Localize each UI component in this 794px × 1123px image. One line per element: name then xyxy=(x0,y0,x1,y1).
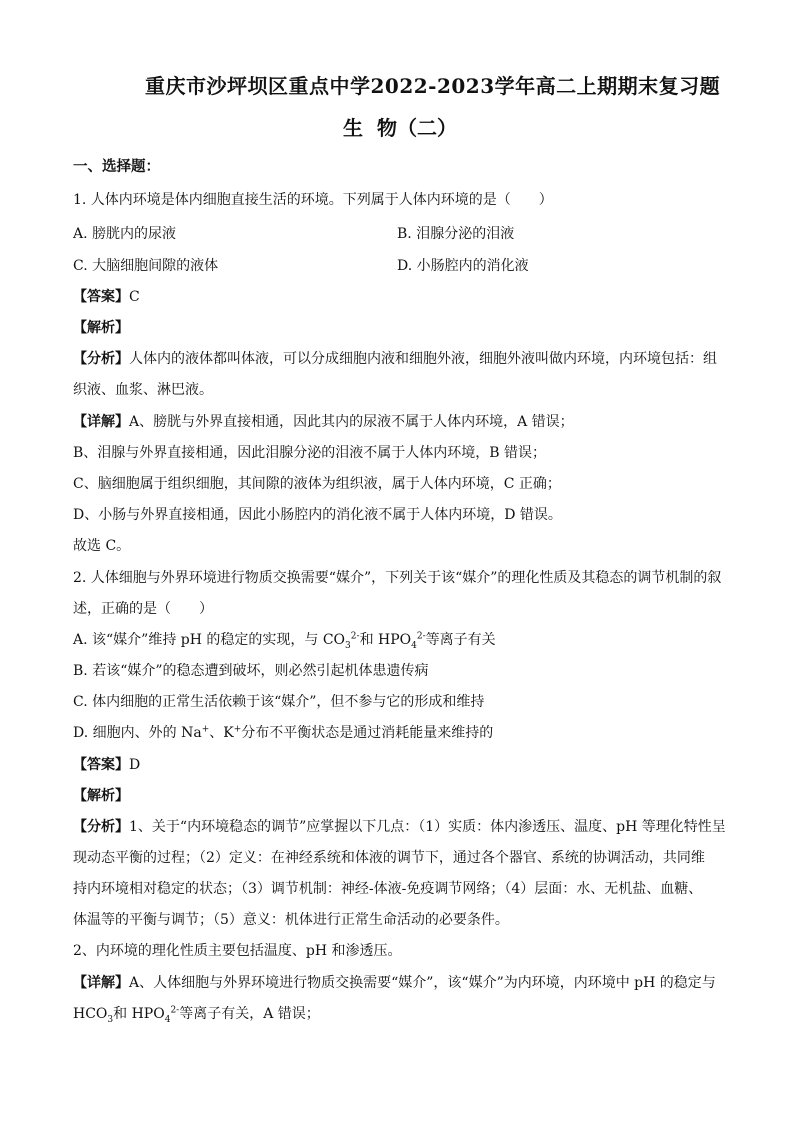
q1-option-a: A. 膀胱内的尿液 xyxy=(73,226,177,242)
q1-fenxi-line: 织液、血浆、淋巴液。 xyxy=(73,382,213,398)
subject-title xyxy=(343,112,457,141)
q2-fenxi-line: 持内环境相对稳定的状态；（3）调节机制：神经-体液-免疫调节网络；（4）层面：水、无机盐、血糖、 xyxy=(73,881,703,897)
xiangjie-text: A、膀胱与外界直接相通，因此其内的尿液不属于人体内环境，A 错误； xyxy=(129,414,574,430)
q2-xiangjie-line xyxy=(73,972,716,992)
q2-answer xyxy=(73,754,140,774)
q2-option-a xyxy=(73,629,496,649)
q1-answer xyxy=(73,286,140,306)
q1-xiangjie-line: B、泪腺与外界直接相通，因此泪腺分泌的泪液不属于人体内环境，B 错误； xyxy=(73,445,547,461)
answer-tag: 【答案】 xyxy=(73,757,129,773)
section-heading: 一、选择题： xyxy=(73,158,160,175)
q2-jiexi-heading: 【解析】 xyxy=(73,788,129,804)
xiangjie-tag: 【详解】 xyxy=(73,975,129,991)
text-run: 、K xyxy=(209,725,234,741)
q2-option-b: B. 若该“媒介”的稳态遭到破坏，则必然引起机体患遗传病 xyxy=(73,663,429,679)
q1-option-d: D. 小肠腔内的消化液 xyxy=(397,258,529,274)
fenxi-text: 人体内的液体都叫体液，可以分成细胞内液和细胞外液，细胞外液叫做内环境，内环境包括：组 xyxy=(129,351,717,367)
q1-fenxi-line xyxy=(73,348,717,368)
text-run: D. 细胞内、外的 Na xyxy=(73,725,202,741)
q1-xiangjie-line: D、小肠与外界直接相通，因此小肠腔内的消化液不属于人体内环境，D 错误。 xyxy=(73,507,562,523)
subscript: 4 xyxy=(164,1014,171,1025)
q1-xiangjie-line: C、脑细胞属于组织细胞，其间隙的液体为组织液，属于人体内环境，C 正确； xyxy=(73,476,561,492)
superscript: 2- xyxy=(170,1005,180,1016)
fenxi-tag: 【分析】 xyxy=(73,351,129,367)
superscript: 2- xyxy=(416,631,426,642)
text-run: A. 该“媒介”维持 pH 的稳定的实现，与 CO xyxy=(73,632,346,648)
fenxi-tag: 【分析】 xyxy=(73,819,129,835)
superscript: 2- xyxy=(350,631,360,642)
q2-fenxi-line: 体温等的平衡与调节；（5）意义：机体进行正常生命活动的必要条件。 xyxy=(73,912,509,928)
q2-fenxi-line xyxy=(73,816,726,836)
q2-xiangjie-line xyxy=(73,1003,320,1023)
superscript: + xyxy=(233,724,242,735)
xiangjie-text: A、人体细胞与外界环境进行物质交换需要“媒介”，该“媒介”为内环境，内环境中 pH 的稳定与 xyxy=(129,975,716,991)
superscript: + xyxy=(201,724,210,735)
xiangjie-tag: 【详解】 xyxy=(73,414,129,430)
subscript: 3 xyxy=(107,1014,114,1025)
q1-option-c: C. 大脑细胞间隙的液体 xyxy=(73,258,219,274)
q2-stem: 2. 人体细胞与外界环境进行物质交换需要“媒介”，下列关于该“媒介”的理化性质及其稳态的调节机制的叙 xyxy=(73,570,722,586)
q2-fenxi-line: 2、内环境的理化性质主要包括温度、pH 和渗透压。 xyxy=(73,943,402,959)
q2-fenxi-line: 现动态平衡的过程；（2）定义：在神经系统和体液的调节下，通过各个器官、系统的协调活动，共同维 xyxy=(73,850,705,866)
q1-stem: 1. 人体内环境是体内细胞直接生活的环境。下列属于人体内环境的是（ ） xyxy=(73,192,553,208)
answer-value: D xyxy=(129,757,141,773)
text-run: 和 HPO xyxy=(359,632,412,648)
q1-jiexi-heading: 【解析】 xyxy=(73,320,129,336)
q2-option-d xyxy=(73,722,493,742)
q1-xiangjie-line xyxy=(73,411,574,431)
document-title: 重庆市沙坪坝区重点中学2022-2023学年高二上期期末复习题 xyxy=(145,74,721,98)
q1-option-b: B. 泪腺分泌的泪液 xyxy=(397,226,515,242)
subscript: 3 xyxy=(345,640,351,651)
answer-tag: 【答案】 xyxy=(73,289,129,305)
text-run: HCO xyxy=(73,1006,108,1022)
text-run: 等离子有关，A 错误； xyxy=(179,1006,320,1022)
subject-char: 生 xyxy=(343,116,377,140)
text-run: 和 HPO xyxy=(113,1006,165,1022)
subject-rest: 物（二） xyxy=(377,116,457,140)
text-run: 分布不平衡状态是通过消耗能量来维持的 xyxy=(241,725,494,741)
fenxi-text: 1、关于“内环境稳态的调节”应掌握以下几点：（1）实质：体内渗透压、温度、pH 等理化特性呈 xyxy=(129,819,726,835)
q2-option-c: C. 体内细胞的正常生活依赖于该“媒介”，但不参与它的形成和维持 xyxy=(73,694,485,710)
answer-value: C xyxy=(129,289,140,305)
q2-stem: 述，正确的是（ ） xyxy=(73,601,213,617)
q1-conclusion: 故选 C。 xyxy=(73,538,131,554)
subscript: 4 xyxy=(411,640,417,651)
text-run: 等离子有关 xyxy=(425,632,496,648)
